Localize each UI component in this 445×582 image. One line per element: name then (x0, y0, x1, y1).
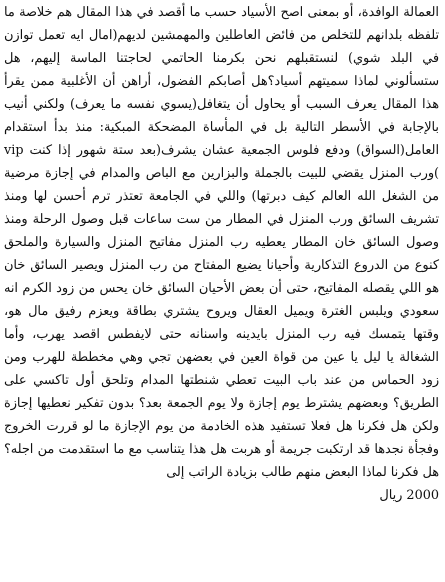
article-paragraph: العمالة الوافدة، أو بمعنى اصح الأسياد حسب ما أقصد في هذا المقال هم خلاصة ما تلفظه بلدانهم للتخلص من فائض العاطلين والمهمشين لديهم(امال ايه تعمل توازن في البلد شوي) لنستقبلهم نحن بكرمنا الحاتمي لحاجتنا الماسة إليهم، هل ستسألوني لماذا سميتهم أسياد؟هل أصابكم الفضول، أراهن أن الأغلبية ممن يقرأ هذا المقال يعرف السبب أو يحاول أن يتغافل(يسوي نفسه ما يعرف) ولكني أنيب بالإجابة في الأسطر التالية بل في المأساة المضحكة المبكية: منذ بدأ استقدام العامل(السواق) ودفع فلوس الجمعية عشان يشرف(بعد ستة شهور إذا كنت vip )ورب المنزل يقضي للبيت بالجملة والبزارين مع الباص والمدام في إجازة مرضية من الشغل الله العالم كيف دبرتها) واللي في الجامعة تعتذر ترم أحسن لها ومنذ تشريف السائق ورب المنزل في المطار من ست ساعات قبل وصول الرحلة ومنذ وصول السائق خان المطار يعطيه رب المنزل مفاتيح المنزل والسيارة والملحق كنوع من الدروع التذكارية وأحيانا يضيع المفتاح من رب المنزل ويصير السائق خان هو اللي يقصله المفاتيح، حتى أن بعض الأحيان السائق خان يحس من زود الكرم انه سعودي ويلبس الغترة ويميل العقال ويروح يشتري بطاقة ويعزم رفيق مال هو، وقتها يتمسك فيه رب المنزل بايدينه واسنانه حتى لايفطس اقصد يهرب، وأما الشغالة يا ليل يا عين من قواة العين في بعضهن تجي وهي مخططة للهرب ومن زود الحماس من عند باب البيت تعطي شنطتها المدام وتلحق أول تاكسي على الطريق؟ وبعضهم يشترط يوم إجازة ولا يوم الجمعة بعد؟ بدون تفكير نعطيها إجازة ولكن هل فكرنا هل فعلا تستفيد هذه الخادمة من يوم الإجازة ما لو قررت الخروج وفجأة نجدها قد ارتكبت جريمة أو هربت هل هذا يتناسب مع ما استقدمت من اجله؟ هل فكرنا لماذا البعض منهم طالب بزيادة الراتب إلى (4, 5, 439, 480)
article-body (4, 0, 439, 507)
salary-line: 2000 ريال (379, 488, 439, 503)
